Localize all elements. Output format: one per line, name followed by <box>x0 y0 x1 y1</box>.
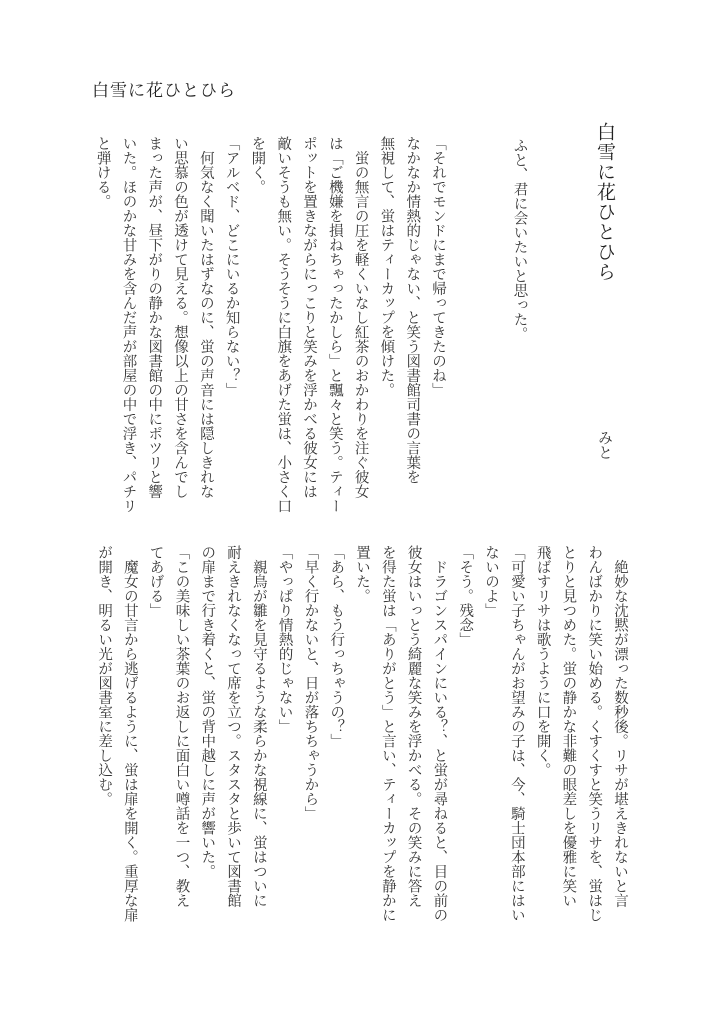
text-column: 絶妙な沈黙が漂った数秒後。リサが堪えきれないと言 <box>612 545 628 908</box>
text-column: 「あら、もう行っちゃうの？」 <box>328 545 345 748</box>
text-column: まった声が、昼下がりの静かな図書館の中にポツリと響 <box>146 136 163 499</box>
text-column: 魔女の甘言から逃げるように、蛍は扉を開く。重厚な扉 <box>121 545 138 922</box>
text-column: いた。ほのかな甘みを含んだ声が部屋の中で浮き、パチリ <box>120 136 137 513</box>
text-column: ないのよ」 <box>483 545 500 618</box>
text-column: は「ご機嫌を損ねちゃったかしら」と飄々と笑う。ティー <box>326 136 343 513</box>
body-text-upper-tier <box>89 136 450 513</box>
text-column: なかなか情熱的じゃない、と笑う図書館司書の言葉を <box>404 136 421 484</box>
text-column: 置いた。 <box>354 545 371 603</box>
body-text-lower-tier <box>90 545 632 945</box>
text-column: 何気なく聞いたはずなのに、蛍の声音には隠しきれな <box>197 136 214 499</box>
text-column: 敵いそうも無い。そうそうに白旗をあげた蛍は、小さく口 <box>275 136 292 513</box>
text-column: 蛍の無言の圧を軽くいなし紅茶のおかわりを注ぐ彼女 <box>352 136 369 499</box>
text-column: とりと見つめた。蛍の静かな非難の眼差しを優雅に笑い <box>560 545 577 908</box>
text-column: が開き、明るい光が図書室に差し込む。 <box>96 545 113 806</box>
text-column: わんばかりに笑い始める。くすくすと笑うリサを、蛍はじ <box>586 545 603 922</box>
text-column: 飛ばすリサは歌うように口を開く。 <box>534 545 551 777</box>
text-column: 「早く行かないと、日が落ちちゃうから」 <box>302 545 319 821</box>
author-name: みと <box>596 430 614 460</box>
text-column: ドラゴンスパインにいる？、と蛍が尋ねると、目の前の <box>431 545 448 922</box>
text-column: 「それでモンドにまで帰ってきたのね」 <box>430 136 446 397</box>
running-header: 白雪に花ひとひら <box>92 81 236 101</box>
epigraph: ふと、君に会いたいと思った。 <box>511 138 528 341</box>
text-column: 耐えきれなくなって席を立つ。スタスタと歩いて図書館 <box>225 545 242 908</box>
text-column: 「この美味しい茶葉のお返しに面白い噂話を一つ、教え <box>173 545 190 908</box>
text-column: 彼女はいっとう綺麗な笑みを浮かべる。その笑みに答え <box>405 545 422 908</box>
text-column: てあげる」 <box>147 545 164 618</box>
text-column: 「可愛い子ちゃんがお望みの子は、今、騎士団本部にはい <box>508 545 525 922</box>
text-column: 「そう。残念」 <box>457 545 474 647</box>
text-column: い思慕の色が透けて見える。想像以上の甘さを含んでし <box>172 136 189 499</box>
text-column: と弾ける。 <box>94 136 111 209</box>
text-column: の扉まで行き着くと、蛍の背中越しに声が響いた。 <box>199 545 216 879</box>
text-column: を得た蛍は「ありがとう」と言い、ティーカップを静かに <box>379 545 396 922</box>
story-title: 白雪に花ひとひら <box>594 122 616 282</box>
text-column: 「やっぱり情熱的じゃない」 <box>276 545 293 734</box>
text-column: 親鳥が雛を見守るような柔らかな視線に、蛍はついに <box>250 545 267 908</box>
text-column: 「アルベド、どこにいるか知らない？」 <box>223 136 240 397</box>
text-column: ポットを置きながらにっこりと笑みを浮かべる彼女には <box>301 136 318 499</box>
text-column: を開く。 <box>249 136 266 194</box>
text-column: 無視して、蛍はティーカップを傾けた。 <box>378 136 395 397</box>
